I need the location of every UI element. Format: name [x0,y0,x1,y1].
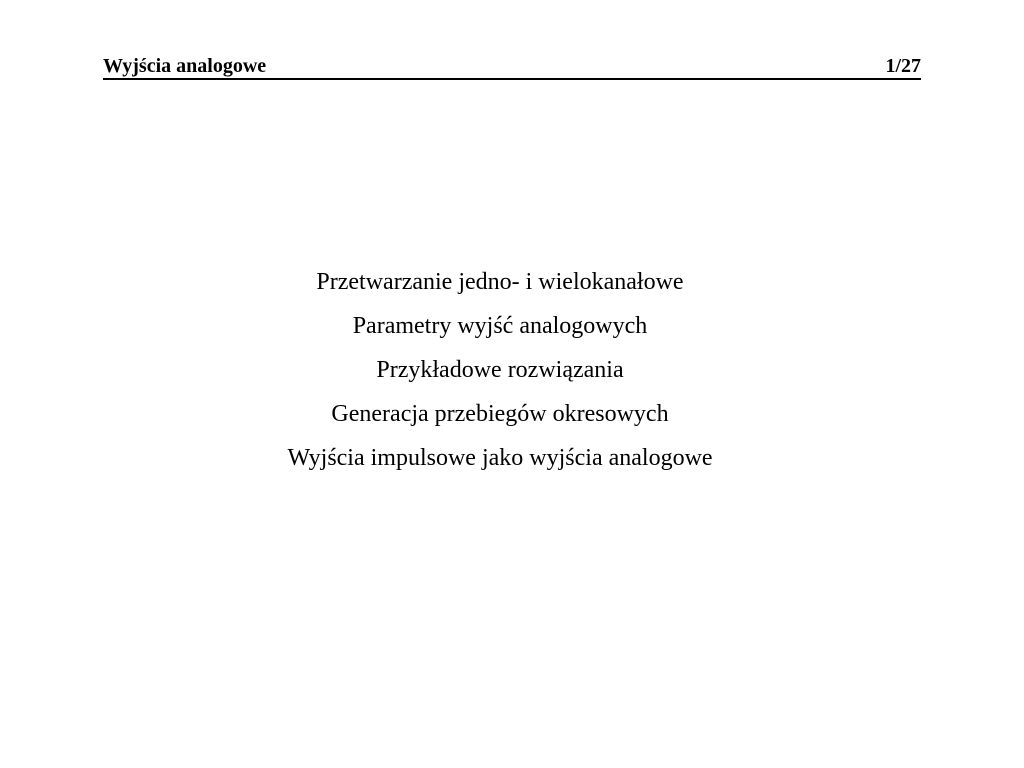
page-number: 1/27 [885,55,921,77]
topic-list [0,262,1000,482]
topic-item: Wyjścia impulsowe jako wyjścia analogowe [287,445,713,471]
topic-item: Parametry wyjść analogowych [352,313,648,339]
topic-item: Generacja przebiegów okresowych [331,401,669,427]
topic-item: Przetwarzanie jedno- i wielokanałowe [316,269,684,295]
slide-header [103,54,921,80]
topic-item: Przykładowe rozwiązania [376,357,624,383]
slide-title: Wyjścia analogowe [103,55,267,77]
